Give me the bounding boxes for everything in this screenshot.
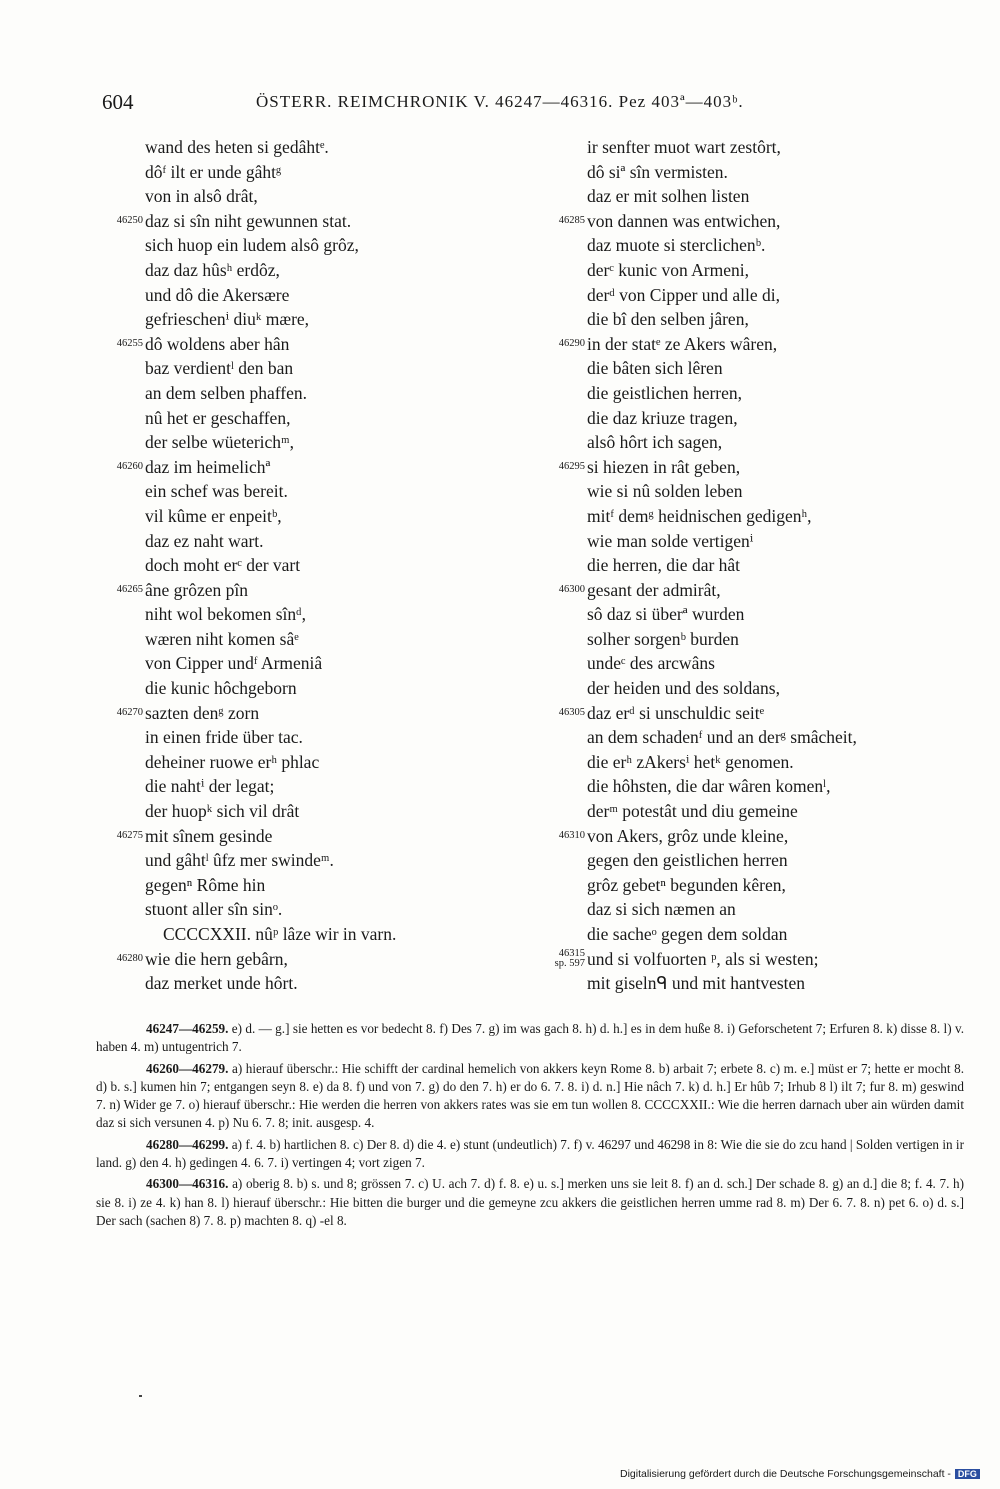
verse-text: in einen fride über tac. — [145, 727, 303, 748]
verse-text: stuont aller sîn sinᵒ. — [145, 899, 283, 920]
verse-text: grôz gebetⁿ begunden kêren, — [587, 874, 786, 895]
note-block — [96, 1175, 964, 1230]
left-verse-line — [145, 504, 545, 529]
right-verse-line — [587, 135, 987, 160]
verse-text: der huopᵏ sich vil drât — [145, 801, 300, 822]
line-number: 46275 — [116, 829, 143, 841]
left-verse-line — [145, 307, 545, 332]
line-number: 46260 — [116, 460, 143, 472]
left-verse-line — [145, 922, 545, 947]
verse-text: an dem selben phaffen. — [145, 382, 307, 403]
verse-text: dô siª sîn vermisten. — [587, 161, 728, 182]
right-verse-line — [587, 651, 987, 676]
right-verse-line — [587, 627, 987, 652]
line-number: 46255 — [116, 337, 143, 349]
note-range: 46280—46299. — [146, 1136, 229, 1152]
verse-text: gegenⁿ Rôme hin — [145, 874, 266, 895]
verse-text: âne grôzen pîn — [145, 579, 249, 600]
verse-text: sô daz si überª wurden — [587, 604, 745, 625]
right-verse-line — [587, 602, 987, 627]
left-verse-line — [145, 430, 545, 455]
verse-text: wæren niht komen sâᵉ — [145, 628, 299, 649]
verse-text: die sacheᵒ gegen dem soldan — [587, 924, 788, 944]
verse-text: der selbe wüeterichᵐ, — [145, 432, 294, 453]
verse-text: baz verdientˡ den ban — [145, 358, 294, 379]
verse-text: die geistlichen herren, — [587, 382, 743, 403]
verse-text: undeᶜ des arcwâns — [587, 653, 715, 674]
credit-text: Digitalisierung gefördert durch die Deutsche Forschungsgemeinschaft - — [620, 1468, 951, 1480]
left-verse-line — [145, 750, 545, 775]
verse-text: derᶜ kunic von Armeni, — [587, 259, 749, 280]
verse-text: daz merket unde hôrt. — [145, 973, 298, 994]
right-verse-line — [587, 233, 987, 258]
verse-text: sich huop ein ludem alsô grôz, — [145, 235, 359, 256]
verse-text: vil kûme er enpeitᵇ, — [145, 505, 282, 526]
left-verse-line — [145, 381, 545, 406]
verse-text: die bâten sich lêren — [587, 358, 723, 379]
note-block — [96, 1136, 964, 1173]
right-verse-line — [587, 553, 987, 578]
verse-text: in der statᵉ ze Akers wâren, — [587, 333, 778, 354]
right-verse-line — [587, 676, 987, 701]
verse-text: mitᶠ demᵍ heidnischen gedigenʰ, — [587, 505, 812, 526]
line-number: 46265 — [116, 583, 143, 595]
left-verse-column — [116, 135, 545, 996]
verse-text: daz daz hûsʰ erdôz, — [145, 259, 280, 280]
right-verse-line — [587, 848, 987, 873]
left-verse-line — [116, 947, 545, 972]
left-verse-line — [145, 676, 545, 701]
critical-apparatus — [96, 1020, 964, 1233]
left-verse-line — [145, 873, 545, 898]
verse-text: mit sînem gesinde — [145, 825, 273, 846]
right-verse-line — [587, 897, 987, 922]
verse-text: derᵐ potestât und diu gemeine — [587, 801, 798, 822]
left-verse-line — [145, 356, 545, 381]
right-verse-line — [587, 381, 987, 406]
line-number: 46290 — [558, 337, 585, 349]
right-verse-line — [587, 774, 987, 799]
verse-text: wie die hern gebârn, — [145, 948, 288, 969]
verse-text: die daz kriuze tragen, — [587, 407, 738, 428]
verse-text: solher sorgenᵇ burden — [587, 628, 739, 649]
right-verse-line — [587, 529, 987, 554]
left-verse-line — [116, 455, 545, 480]
left-verse-line — [145, 799, 545, 824]
verse-text: daz si sich næmen an — [587, 899, 736, 920]
verse-text: die hôhsten, die dar wâren komenˡ, — [587, 776, 831, 797]
verse-text: wie si nû solden leben — [587, 481, 743, 502]
verse-text: daz er mit solhen listen — [587, 186, 750, 207]
verse-text: die nahtⁱ der legat; — [145, 776, 275, 797]
right-verse-line — [587, 971, 987, 996]
right-verse-line — [587, 307, 987, 332]
right-verse-line — [558, 578, 987, 603]
left-verse-line — [145, 897, 545, 922]
right-verse-line — [558, 209, 987, 234]
left-verse-line — [145, 602, 545, 627]
verse-text: si hiezen in rât geben, — [587, 456, 741, 477]
right-verse-line — [587, 479, 987, 504]
line-number: 46270 — [116, 706, 143, 718]
dfg-logo: DFG — [955, 1469, 980, 1479]
left-verse-line — [145, 774, 545, 799]
right-verse-line — [587, 160, 987, 185]
print-speck — [139, 1395, 142, 1397]
line-number: 46310 — [558, 829, 585, 841]
verse-text: daz im heimelichª — [145, 456, 271, 477]
left-verse-line — [145, 529, 545, 554]
verse-text: von Akers, grôz unde kleine, — [587, 825, 789, 846]
left-verse-line — [116, 332, 545, 357]
left-verse-line — [145, 848, 545, 873]
verse-text: an dem schadenᶠ und an derᵍ smâcheit, — [587, 727, 857, 748]
verse-text: gegen den geistlichen herren — [587, 850, 788, 871]
right-verse-line — [587, 430, 987, 455]
right-verse-line — [587, 356, 987, 381]
left-verse-line — [145, 160, 545, 185]
note-text: e) d. — g.] sie hetten es vor bedecht 8. f) Des 7. g) im was gach 8. h) d. h.] es in dem huße 8. i) Geforschetent 7; Erfuren 8. k) disse 8. l) v. haben 4. m) untugentrich 7. — [96, 1021, 964, 1055]
verse-text: ir senfter muot wart zestôrt, — [587, 137, 781, 157]
left-verse-line — [145, 233, 545, 258]
left-verse-line — [145, 479, 545, 504]
left-verse-line — [145, 283, 545, 308]
line-number: 46280 — [116, 952, 143, 964]
verse-text: gefrieschenⁱ diuᵏ mære, — [145, 309, 310, 330]
left-verse-line — [116, 209, 545, 234]
verse-text: wand des heten si gedâhtᵉ. — [145, 137, 329, 157]
verse-text: alsô hôrt ich sagen, — [587, 432, 723, 453]
right-verse-line — [558, 824, 987, 849]
right-verse-column — [554, 135, 987, 996]
verse-text: die bî den selben jâren, — [587, 309, 749, 330]
right-verse-line — [587, 504, 987, 529]
verse-text: und si volfuorten ᵖ, als si westen; — [587, 948, 819, 969]
line-number: 46305 — [558, 706, 585, 718]
page-number: 604 — [102, 90, 134, 114]
verse-text: von Cipper undᶠ Armeniâ — [145, 653, 323, 674]
left-verse-line — [116, 578, 545, 603]
right-verse-line — [587, 725, 987, 750]
right-verse-line — [587, 750, 987, 775]
verse-text: gesant der admirât, — [587, 579, 721, 600]
verse-text: doch moht erᶜ der vart — [145, 555, 301, 576]
right-verse-line — [587, 922, 987, 947]
left-verse-line — [116, 824, 545, 849]
page-header — [102, 90, 822, 116]
right-verse-line — [558, 455, 987, 480]
left-verse-line — [145, 406, 545, 431]
left-verse-line — [116, 701, 545, 726]
note-range: 46300—46316. — [146, 1176, 229, 1192]
note-text: a) f. 4. b) hartlichen 8. c) Der 8. d) die 4. e) stunt (undeutlich) 7. f) v. 46297 und 46298 in 8: Wie die sie do zcu hand | Solden vertigen in ir land. g) den 4. h) gedingen 4. 6. 7. i) vertingen 4; vort zigen 7. — [96, 1136, 964, 1171]
verse-text: die erʰ zAkersⁱ hetᵏ genomen. — [587, 751, 794, 772]
verse-text: die herren, die dar hât — [587, 555, 741, 576]
note-range: 46260—46279. — [146, 1060, 229, 1076]
verse-text: daz muote si sterclichenᵇ. — [587, 235, 766, 256]
verse-text: und dô die Akersære — [145, 284, 290, 305]
left-verse-line — [145, 725, 545, 750]
right-verse-line — [587, 258, 987, 283]
verse-text: der heiden und des soldans, — [587, 678, 780, 699]
verse-text: dô woldens aber hân — [145, 333, 290, 354]
verse-text: von dannen was entwichen, — [587, 210, 781, 231]
verse-text: mit giselnᑫ und mit hantvesten — [587, 973, 806, 994]
verse-text: daz ez naht wart. — [145, 530, 264, 551]
note-block — [96, 1020, 964, 1057]
note-block — [96, 1060, 964, 1133]
verse-text: dôᶠ ilt er unde gâhtᵍ — [145, 161, 282, 182]
verse-text: niht wol bekomen sînᵈ, — [145, 604, 306, 625]
note-range: 46247—46259. — [146, 1021, 229, 1036]
verse-text: die kunic hôchgeborn — [145, 678, 297, 699]
left-verse-line — [145, 971, 545, 996]
right-verse-line — [558, 332, 987, 357]
left-verse-line — [145, 651, 545, 676]
right-verse-line — [554, 947, 987, 972]
right-verse-line — [587, 873, 987, 898]
right-verse-line — [587, 184, 987, 209]
verse-text: wie man solde vertigenⁱ — [587, 530, 754, 551]
verse-text: derᵈ von Cipper und alle di, — [587, 284, 781, 305]
left-verse-line — [145, 627, 545, 652]
right-verse-line — [587, 406, 987, 431]
digitization-credit — [620, 1468, 1000, 1484]
right-verse-line — [558, 701, 987, 726]
note-text: a) hierauf überschr.: Hie schifft der cardinal hemelich von akkers keyn Rome 8. b) arbait 7; erbete 8. c) m. e.] müst er 7; hette er mocht 8. d) b. s.] kumen hin 7; entgangen seyn 8. e) da 8. f) und von 7. g) do den 7. h) er do 6. 7. 8. i) d. n.] Hie nâch 7. k) d. h.] Er hûb 7; Irhub 8 l) ilt 7; fur 8. m) geswind 7. n) Wider ge 7. o) hierauf überschr.: Hie werden die herren von akkers rates was sie em tun wollen 8. CCCCXXII.: Wie die herren darnach uber ain würden damit daz si sich versunen 4. p) Nu 6. 7. 8; init. ausgesp. 4. — [96, 1060, 965, 1131]
right-verse-line — [587, 283, 987, 308]
verse-text: CCCCXXII. nûᵖ lâze wir in varn. — [163, 924, 397, 944]
line-number: 46250 — [116, 214, 143, 226]
left-verse-line — [145, 184, 545, 209]
verse-text: deheiner ruowe erʰ phlac — [145, 751, 320, 772]
line-number: 46315 sp. 597 — [554, 947, 585, 969]
note-text: a) oberig 8. b) s. und 8; grössen 7. c) U. ach 7. d) f. 8. e) u. s.] merken uns sie leit 8. f) an d. sch.] Der schade 8. g) an d.] die 8; f. 4. 7. h) sie 8. i) ze 4. k) han 8. l) hierauf überschr.: Hie bitten die burger und die gemeyne zcu akkers die geistlichen herren umme rad 8. m) Der 6. 7. 8. n) pet 6. o) d. s.] Der sach (sachen 8) 7. 8. p) machten 8. q) -el 8. — [96, 1176, 964, 1228]
left-verse-line — [145, 553, 545, 578]
line-number: 46295 — [558, 460, 585, 472]
running-title: ÖSTERR. REIMCHRONIK V. 46247—46316. Pez 403ª—403ᵇ. — [256, 92, 744, 111]
verse-text: nû het er geschaffen, — [145, 407, 291, 428]
left-verse-line — [145, 135, 545, 160]
verse-text: ein schef was bereit. — [145, 481, 288, 502]
right-verse-line — [587, 799, 987, 824]
left-verse-line — [145, 258, 545, 283]
verse-text: und gâhtˡ ûfz mer swindeᵐ. — [145, 850, 334, 871]
line-number: 46285 — [558, 214, 585, 226]
line-number: 46300 — [558, 583, 585, 595]
verse-text: daz si sîn niht gewunnen stat. — [145, 210, 352, 231]
verse-text: sazten denᵍ zorn — [145, 702, 260, 723]
verse-text: von in alsô drât, — [145, 186, 258, 207]
verse-text: daz erᵈ si unschuldic seitᵉ — [587, 702, 765, 723]
